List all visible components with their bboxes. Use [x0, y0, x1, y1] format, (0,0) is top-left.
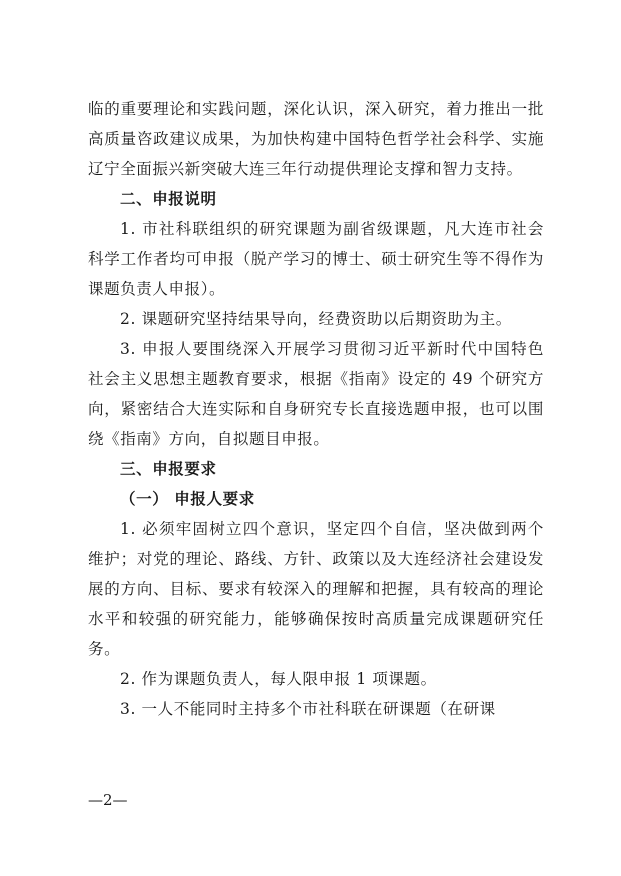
- section2-item-3: 3. 申报人要围绕深入开展学习贯彻习近平新时代中国特色社会主义思想主题教育要求，根据《指南》设定的 49 个研究方向，紧密结合大连实际和自身研究专长直接选题申报，也可以围绕《指南》方向，自拟题目申报。: [88, 340, 544, 448]
- section3-item-3: 3. 一人不能同时主持多个市社科联在研课题（在研课: [120, 700, 496, 718]
- section-heading-application-notes: 二、申报说明: [120, 190, 217, 208]
- document-body: [88, 94, 544, 724]
- section-heading-application-requirements: 三、申报要求: [120, 460, 217, 478]
- subsection-heading-applicant-requirements: （一） 申报人要求: [120, 490, 255, 508]
- section3-item-2: 2. 作为课题负责人，每人限申报 1 项课题。: [120, 670, 437, 688]
- intro-paragraph: 临的重要理论和实践问题，深化认识，深入研究，着力推出一批高质量咨政建议成果，为加快构建中国特色哲学社会科学、实施辽宁全面振兴新突破大连三年行动提供理论支撑和智力支持。: [88, 100, 544, 178]
- section2-item-1: 1. 市社科联组织的研究课题为副省级课题，凡大连市社会科学工作者均可申报（脱产学习的博士、硕士研究生等不得作为课题负责人申报）。: [88, 220, 544, 298]
- section2-item-2: 2. 课题研究坚持结果导向，经费资助以后期资助为主。: [120, 310, 512, 328]
- page-number: —2—: [88, 791, 128, 809]
- section3-item-1: 1. 必须牢固树立四个意识，坚定四个自信，坚决做到两个维护；对党的理论、路线、方针、政策以及大连经济社会建设发展的方向、目标、要求有较深入的理解和把握，具有较高的理论水平和较强的研究能力，能够确保按时高质量完成课题研究任务。: [88, 520, 544, 658]
